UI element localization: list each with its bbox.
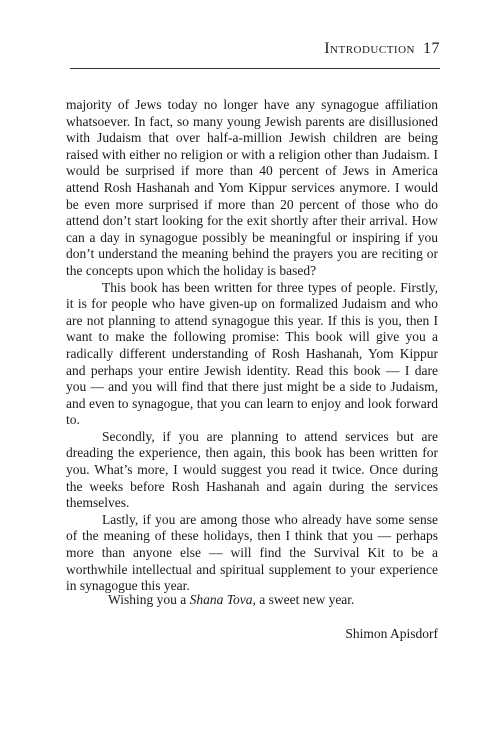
paragraph-three-types: This book has been written for three types of people. Firstly, it is for people who have given-up on formalized Judaism and who are not planning to attend synagogue this year. If this is you, then I want to make the following promise: This book will give you a radically different understanding of Rosh Hashanah, Yom Kippur and perhaps your entire Jewish identity. Read this book — I dare you — and you will find that there just might be a side to Judaism, and even to synagogue, that you can learn to enjoy and look forward to. xyxy=(66,279,438,428)
closing-italic: Shana Tova xyxy=(189,592,253,607)
closing-text-before: Wishing you a xyxy=(108,592,190,607)
header-rule xyxy=(70,68,440,69)
running-head xyxy=(324,40,440,58)
body-text xyxy=(66,97,438,595)
paragraph-continuation: majority of Jews today no longer have any synagogue affiliation whatsoever. In fact, so many young Jewish parents are disillusioned with Judaism that over half-a-million Jewish children are being raised with either no religion or with a religion other than Judaism. I would be surprised if more than 40 percent of Jews in America attend Rosh Hashanah and Yom Kippur services anymore. I would be even more surprised if more than 20 percent of those who do attend don’t start looking for the exit shortly after their arrival. How can a day in synagogue possibly be meaningful or inspiring if you don’t understand the meaning behind the prayers you are reciting or the concepts upon which the holiday is based? xyxy=(66,97,438,278)
author-signature: Shimon Apisdorf xyxy=(345,626,438,641)
chapter-title: Introduction xyxy=(324,40,415,57)
closing-text-after: , a sweet new year. xyxy=(252,592,355,607)
closing-line xyxy=(108,592,354,608)
paragraph-lastly: Lastly, if you are among those who already have some sense of the meaning of these holidays, then I think that you — perhaps more than anyone else — will find the Survival Kit to be a worthwhile intellectual and spiritual supplement to your experience in synagogue this year. xyxy=(66,511,438,594)
paragraph-secondly: Secondly, if you are planning to attend services but are dreading the experience, then again, this book has been written for you. What’s more, I would suggest you read it twice. Once during the weeks before Rosh Hashanah and again during the services themselves. xyxy=(66,428,438,511)
page-number: 17 xyxy=(423,40,440,57)
